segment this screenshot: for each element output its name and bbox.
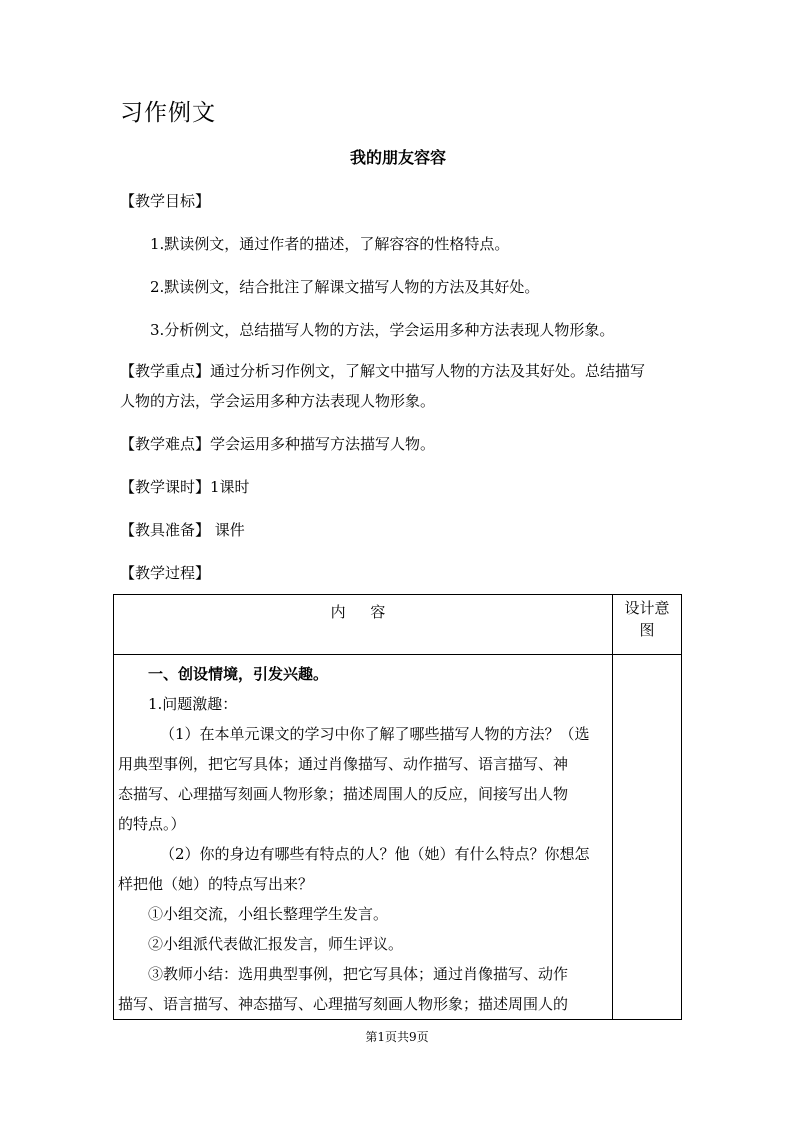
document-title: 我的朋友容容 [349,148,446,167]
design-intent-cell [613,655,682,1020]
content-cell [114,655,613,1020]
content-line: 样把他（她）的特点写出来？ [118,875,314,893]
teaching-aids-text: 课件 [210,521,245,539]
objective-item-1: 1.默读例文，通过作者的描述，了解容容的性格特点。 [150,235,510,253]
section-title: 习作例文 [120,100,216,126]
table-body-row [114,655,682,1020]
objective-item-3: 3.分析例文，总结描写人物的方法，学会运用多种方法表现人物形象。 [150,321,615,339]
header-design-line1: 设计意 [624,599,670,617]
difficulties [120,433,435,454]
header-design-line2: 图 [639,621,655,639]
content-line: ①小组交流，小组长整理学生发言。 [148,905,389,923]
content-line: （1）在本单元课文的学习中你了解了哪些描写人物的方法？（选 [160,725,590,743]
difficulties-label: 【教学难点】 [120,435,211,453]
key-points [120,360,645,381]
content-line: 用典型事例，把它写具体；通过肖像描写、动作描写、语言描写、神 [118,755,569,773]
header-design-cell [613,595,682,655]
table-header-row [114,595,682,655]
class-hours-text: 1课时 [210,478,250,496]
objectives-label: 【教学目标】 [120,192,211,210]
key-points-text-line1: 通过分析习作例文，了解文中描写人物的方法及其好处。总结描写 [210,362,646,380]
key-points-label: 【教学重点】 [120,362,211,380]
page-footer: 第1页共9页 [365,1030,429,1044]
content-line: 1.问题激趣： [148,695,238,713]
content-line: （2）你的身边有哪些有特点的人？他（她）有什么特点？你想怎 [160,845,590,863]
difficulties-text: 学会运用多种描写方法描写人物。 [210,435,436,453]
content-line: ③教师小结：选用典型事例，把它写具体；通过肖像描写、动作 [148,965,569,983]
content-line: ②小组派代表做汇报发言，师生评议。 [148,935,404,953]
content-line: 一、创设情境，引发兴趣。 [148,665,329,683]
objective-item-2: 2.默读例文，结合批注了解课文描写人物的方法及其好处。 [150,278,540,296]
lesson-process-table [113,594,682,1020]
class-hours-label: 【教学课时】 [120,478,211,496]
content-line: 态描写、心理描写刻画人物形象；描述周围人的反应，间接写出人物 [118,785,569,803]
teaching-aids [120,519,245,540]
content-line: 的特点。） [118,815,186,833]
class-hours [120,476,250,497]
key-points-text-line2: 人物的方法，学会运用多种方法表现人物形象。 [120,392,436,410]
process-label: 【教学过程】 [120,564,211,582]
teaching-aids-label: 【教具准备】 [120,521,211,539]
header-content-cell: 内 容 [114,595,613,655]
content-line: 描写、语言描写、神态描写、心理描写刻画人物形象；描述周围人的 [118,995,569,1013]
